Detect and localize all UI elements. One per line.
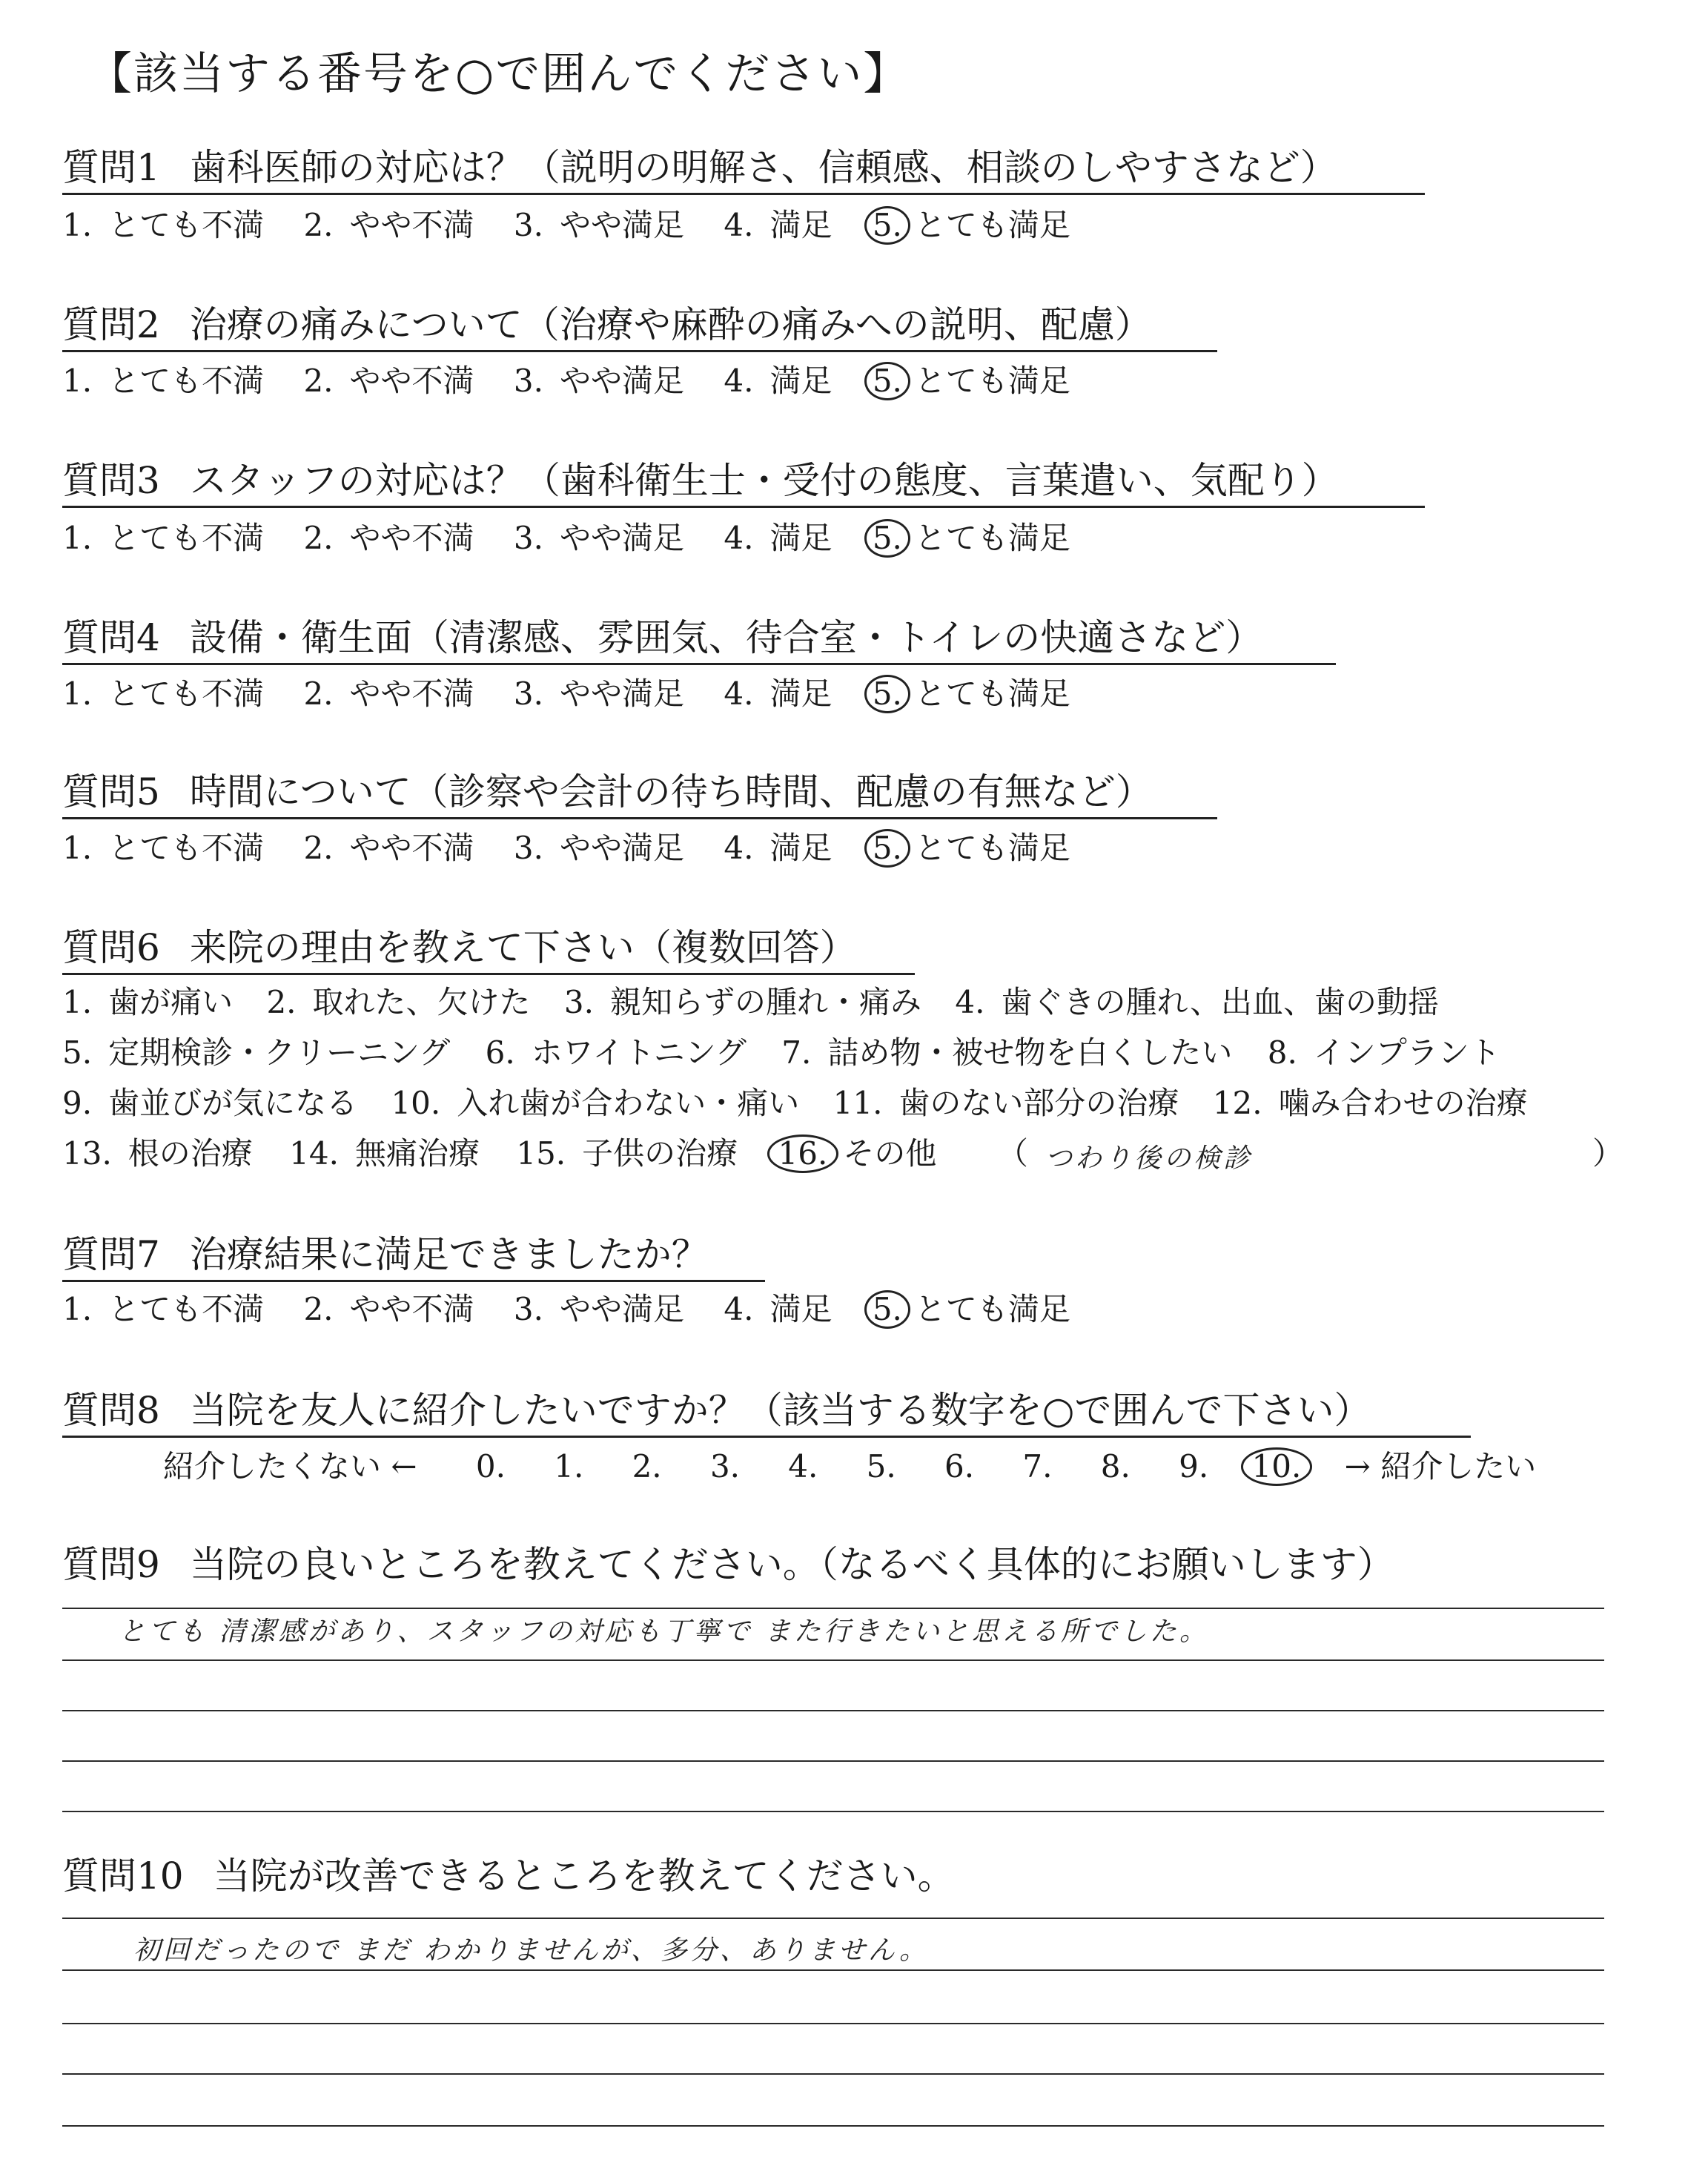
reason-option[interactable]: 2. 取れた、欠けた <box>266 984 531 1020</box>
answer-options-q5 <box>62 828 1100 869</box>
question-number: 質問9 <box>62 1543 160 1586</box>
reason-option[interactable]: 6. ホワイトニング <box>485 1034 747 1071</box>
answer-options-q2 <box>62 360 1100 402</box>
recommend-scale <box>163 1446 1536 1487</box>
option-2[interactable]: 2. やや不満 <box>303 830 474 866</box>
question-text: 当院が改善できるところを教えてください。 <box>213 1855 955 1898</box>
selection-circle: 5. <box>864 206 910 245</box>
option-5-selected[interactable]: 5. とても満足 <box>872 673 1070 715</box>
option-3[interactable]: 3. やや満足 <box>513 676 684 712</box>
question-9 <box>62 1542 1394 1590</box>
option-5-selected[interactable]: 5. とても満足 <box>872 360 1070 402</box>
option-2[interactable]: 2. やや不満 <box>303 1291 474 1327</box>
answer-options-q4 <box>62 673 1100 715</box>
option-4[interactable]: 4. 満足 <box>724 676 833 712</box>
option-1[interactable]: 1. とても不満 <box>62 1291 265 1327</box>
answer-options-q3 <box>62 518 1100 559</box>
option-4[interactable]: 4. 満足 <box>724 207 833 243</box>
answer-line <box>62 1811 1604 1812</box>
answer-options-q7 <box>62 1289 1100 1330</box>
option-2[interactable]: 2. やや不満 <box>303 207 474 243</box>
answer-line <box>62 1918 1604 1919</box>
scale-value[interactable]: 7. <box>1022 1448 1053 1484</box>
reason-option[interactable]: 14. 無痛治療 <box>289 1135 480 1172</box>
reason-option[interactable]: 12. 噛み合わせの治療 <box>1212 1085 1528 1121</box>
scale-value[interactable]: 4. <box>788 1448 818 1484</box>
question-text: 設備・衛生面（清潔感、雰囲気、待合室・トイレの快適さなど） <box>189 616 1263 659</box>
option-2[interactable]: 2. やや不満 <box>303 520 474 556</box>
question-text: 治療結果に満足できましたか？ <box>189 1233 709 1276</box>
selection-circle: 16. <box>767 1135 839 1173</box>
answer-line <box>62 1760 1604 1762</box>
reason-options-row-4 <box>62 1133 936 1175</box>
question-text: 歯科医師の対応は？（説明の明解さ、信頼感、相談のしやすさなど） <box>189 146 1337 189</box>
option-1[interactable]: 1. とても不満 <box>62 207 265 243</box>
option-1[interactable]: 1. とても不満 <box>62 363 265 399</box>
reason-option[interactable]: 1. 歯が痛い <box>62 984 234 1020</box>
option-3[interactable]: 3. やや満足 <box>513 363 684 399</box>
question-text: 時間について（診察や会計の待ち時間、配慮の有無など） <box>189 770 1153 813</box>
scale-value[interactable]: 6. <box>944 1448 975 1484</box>
question-text: 治療の痛みについて（治療や麻酔の痛みへの説明、配慮） <box>189 303 1152 346</box>
scale-value[interactable]: 1. <box>554 1448 584 1484</box>
option-4[interactable]: 4. 満足 <box>724 520 833 556</box>
reason-option[interactable]: 5. 定期検診・クリーニング <box>62 1034 451 1071</box>
other-close-paren: ） <box>1592 1135 1624 1172</box>
answer-line <box>62 1710 1604 1711</box>
answer-options-q1 <box>62 205 1100 246</box>
selection-circle: 5. <box>864 1290 910 1329</box>
option-4[interactable]: 4. 満足 <box>724 1291 833 1327</box>
option-5-selected[interactable]: 5. とても満足 <box>872 828 1070 869</box>
answer-line <box>62 2125 1604 2127</box>
question-4 <box>62 615 1336 665</box>
answer-line <box>62 1608 1604 1609</box>
reason-options-row-2 <box>62 1032 1500 1074</box>
question-number: 質問5 <box>62 770 160 813</box>
question-text: 当院の良いところを教えてください。（なるべく具体的にお願いします） <box>189 1543 1394 1586</box>
option-1[interactable]: 1. とても不満 <box>62 676 265 712</box>
question-2 <box>62 303 1217 352</box>
question-7 <box>62 1232 765 1282</box>
question-number: 質問3 <box>62 459 160 502</box>
question-number: 質問6 <box>62 926 160 969</box>
answer-line <box>62 2073 1604 2075</box>
reason-option[interactable]: 8. インプラント <box>1267 1034 1500 1071</box>
scale-right-label: → 紹介したい <box>1344 1448 1537 1484</box>
option-4[interactable]: 4. 満足 <box>724 830 833 866</box>
question-text: 来院の理由を教えて下さい（複数回答） <box>189 926 857 969</box>
reason-option-other-selected[interactable]: 16. その他 <box>775 1133 937 1175</box>
question-3 <box>62 458 1425 508</box>
scale-left-label: 紹介したくない ← <box>163 1448 417 1484</box>
scale-value[interactable]: 2. <box>632 1448 662 1484</box>
option-3[interactable]: 3. やや満足 <box>513 207 684 243</box>
option-2[interactable]: 2. やや不満 <box>303 363 474 399</box>
option-4[interactable]: 4. 満足 <box>724 363 833 399</box>
selection-circle: 5. <box>864 362 910 400</box>
question-1 <box>62 145 1425 195</box>
q10-handwritten-answer[interactable]: 初回だったので まだ わかりませんが、多分、ありません。 <box>133 1935 930 1966</box>
option-5-selected[interactable]: 5. とても満足 <box>872 518 1070 559</box>
option-2[interactable]: 2. やや不満 <box>303 676 474 712</box>
question-number: 質問8 <box>62 1389 160 1432</box>
question-10 <box>62 1854 955 1901</box>
other-reason-handwritten[interactable]: つわり後の検診 <box>1045 1143 1254 1174</box>
question-text: スタッフの対応は？（歯科衛生士・受付の態度、言葉遣い、気配り） <box>189 459 1339 502</box>
reason-option[interactable]: 11. 歯のない部分の治療 <box>833 1085 1179 1121</box>
selection-circle: 5. <box>864 675 910 713</box>
option-5-selected[interactable]: 5. とても満足 <box>872 205 1070 246</box>
reason-option[interactable]: 4. 歯ぐきの腫れ、出血、歯の動揺 <box>955 984 1439 1020</box>
question-number: 質問1 <box>62 146 160 189</box>
option-1[interactable]: 1. とても不満 <box>62 830 265 866</box>
option-3[interactable]: 3. やや満足 <box>513 520 684 556</box>
scale-value[interactable]: 3. <box>709 1448 741 1484</box>
question-number: 質問10 <box>62 1855 184 1898</box>
reason-options-row-3 <box>62 1083 1528 1124</box>
question-number: 質問7 <box>62 1233 160 1276</box>
question-6 <box>62 925 915 975</box>
option-3[interactable]: 3. やや満足 <box>513 830 684 866</box>
answer-line <box>62 1659 1604 1661</box>
scale-value-selected[interactable]: 10. <box>1241 1447 1313 1486</box>
page-title: 【該当する番号を○で囲んでください】 <box>87 48 910 100</box>
reason-option[interactable]: 7. 詰め物・被せ物を白くしたい <box>781 1034 1233 1071</box>
reason-options-row-1 <box>62 982 1439 1023</box>
answer-line <box>62 2023 1604 2024</box>
question-5 <box>62 770 1217 819</box>
selection-circle: 5. <box>864 829 910 868</box>
question-8 <box>62 1388 1471 1438</box>
selection-circle: 5. <box>864 519 910 558</box>
question-text: 当院を友人に紹介したいですか？（該当する数字を○で囲んで下さい） <box>189 1389 1371 1432</box>
reason-option[interactable]: 3. 親知らずの腫れ・痛み <box>563 984 921 1020</box>
question-number: 質問4 <box>62 616 160 659</box>
question-number: 質問2 <box>62 303 160 346</box>
reason-option[interactable]: 10. 入れ歯が合わない・痛い <box>391 1085 800 1121</box>
scale-value[interactable]: 0. <box>475 1448 506 1484</box>
reason-option[interactable]: 9. 歯並びが気になる <box>62 1085 358 1121</box>
scale-value[interactable]: 5. <box>866 1448 896 1484</box>
q9-handwritten-answer[interactable]: とても 清潔感があり、スタッフの対応も丁寧で また行きたいと思える所でした。 <box>119 1616 1209 1647</box>
answer-line <box>62 1969 1604 1971</box>
option-5-selected[interactable]: 5. とても満足 <box>872 1289 1070 1330</box>
scale-value[interactable]: 9. <box>1179 1448 1209 1484</box>
option-1[interactable]: 1. とても不満 <box>62 520 265 556</box>
other-open-paren: （ <box>997 1135 1029 1172</box>
option-3[interactable]: 3. やや満足 <box>513 1291 684 1327</box>
reason-option[interactable]: 13. 根の治療 <box>62 1135 253 1172</box>
scale-value[interactable]: 8. <box>1100 1448 1131 1484</box>
reason-option[interactable]: 15. 子供の治療 <box>516 1135 738 1172</box>
